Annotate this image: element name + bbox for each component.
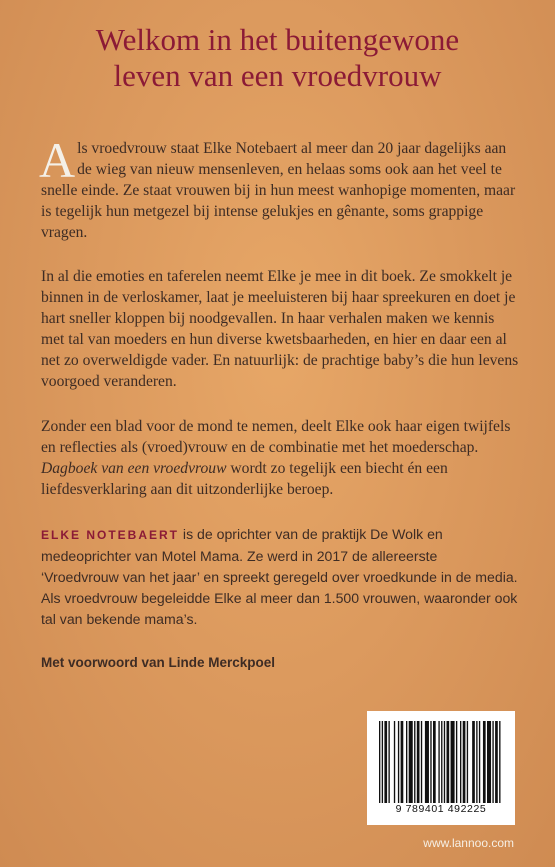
intro-paragraph-text: ls vroedvrouw staat Elke Notebaert al meer dan 20 jaar dagelijks aan de wieg van nieuw mensenleven, en helaas soms ook aan het veel te snelle einde. Ze staat vrouwen bij in hun meest wanhopige momenten, maar is tegelijk hun metgezel bij intense gelukjes en gênante, soms grappige vragen. (41, 140, 516, 241)
barcode-bar (430, 721, 431, 803)
barcode-bar (425, 721, 429, 803)
title-line-1: Welkom in het buitengewone (95, 22, 460, 57)
drop-cap: A (39, 132, 76, 188)
author-bio (41, 524, 519, 630)
reflections-text-1: Zonder een blad voor de mond te nemen, deelt Elke ook haar eigen twijfels en reflecties als (vroed)vrouw en de combinatie met het moederschap. (41, 418, 511, 456)
barcode-bar (472, 721, 475, 803)
barcode-bar (460, 721, 461, 803)
barcode-bar (414, 721, 415, 803)
back-cover-title (0, 22, 555, 94)
barcode-bar (394, 721, 395, 803)
barcode-bar (467, 721, 468, 803)
barcode-bar (379, 721, 380, 803)
barcode-bar (382, 721, 383, 803)
book-title-italic: Dagboek van een vroedvrouw (41, 460, 227, 477)
barcode-bar (492, 721, 493, 803)
barcode-bar (398, 721, 399, 803)
title-line-2: leven van een vroedvrouw (113, 58, 442, 93)
barcode-bar (456, 721, 457, 803)
barcode-bar (421, 721, 422, 803)
barcode-bar (406, 721, 407, 803)
barcode-bar (487, 721, 491, 803)
reflections-paragraph (41, 416, 519, 500)
barcode-bar (384, 721, 387, 803)
barcode-bar (388, 721, 389, 803)
barcode-bar (479, 721, 480, 803)
barcode-bar (483, 721, 486, 803)
barcode-bar (409, 721, 413, 803)
barcode-bar (438, 721, 439, 803)
barcode-bar (441, 721, 442, 803)
foreword-credit: Met voorwoord van Linde Merckpoel (41, 655, 276, 670)
barcode-bar (499, 721, 500, 803)
barcode-bar (417, 721, 420, 803)
barcode-bar (476, 721, 477, 803)
barcode-bar (447, 721, 450, 803)
barcode-bar (463, 721, 466, 803)
author-name: ELKE NOTEBAERT (41, 528, 180, 542)
barcode-icon (379, 721, 503, 803)
intro-paragraph (39, 132, 519, 243)
publisher-website: www.lannoo.com (423, 836, 514, 850)
reflections-text-2: wordt zo tegelijk een biecht én een liefdesverklaring aan dit uitzonderlijke beroep. (41, 460, 448, 498)
barcode-bar (495, 721, 498, 803)
author-bio-text: is de oprichter van de praktijk De Wolk en medeoprichter van Motel Mama. Ze werd in 2017 de allereerste ‘Vroedvrouw van het jaar’ en spreekt geregeld over vroedkunde in de media. Als vroedvrouw begeleidde Elke al meer dan 1.500 vrouwen, waaronder ook tal van bekende mama’s. (41, 526, 518, 627)
emotions-paragraph: In al die emoties en taferelen neemt Elke je mee in dit boek. Ze smokkelt je binnen in de verloskamer, laat je meeluisteren bij haar spreekuren en doet je hart sneller kloppen bij noodgevallen. In haar verhalen maken we kennis met tal van moeders en hun diverse kwetsbaarheden, en hier en daar een al net zo overweldigde vader. En natuurlijk: de prachtige baby’s die hun levens voorgoed veranderen. (41, 268, 519, 390)
barcode-bar (451, 721, 455, 803)
barcode-panel (367, 711, 515, 825)
barcode-bar (444, 721, 445, 803)
barcode-bar (433, 721, 436, 803)
barcode-bar (401, 721, 404, 803)
isbn-number: 9 789401 492225 (395, 803, 487, 815)
